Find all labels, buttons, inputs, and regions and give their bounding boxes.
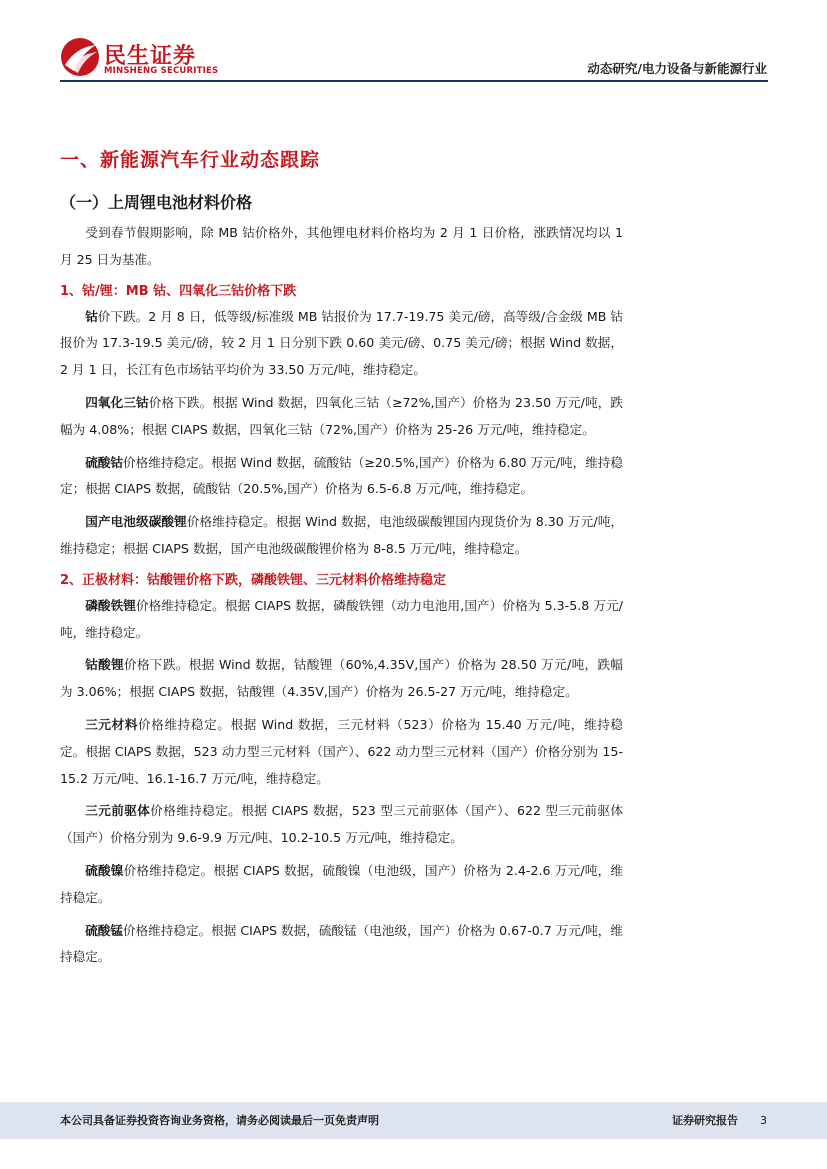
paragraph-text: 价格维持稳定。根据 Wind 数据，硫酸钴（≥20.5%,国产）价格为 6.80 万元/吨，维持稳定；根据 CIAPS 数据，硫酸钴（20.5%,国产）价格为 6.5-6.8 万元/吨，维持稳定。	[60, 454, 624, 497]
group-heading: 1、钴/锂：MB 钴、四氧化三钴价格下跌	[60, 283, 297, 299]
paragraph-cobalt	[60, 304, 623, 384]
paragraph-term: 磷酸铁锂	[85, 597, 136, 613]
paragraph-term: 硫酸镍	[85, 862, 124, 878]
paragraph-cobalt-tetroxide	[60, 390, 623, 444]
page-number: 3	[760, 1114, 767, 1127]
paragraph-text: 价格维持稳定。根据 CIAPS 数据，523 型三元前驱体（国产）、622 型三元前驱体（国产）价格分别为 9.6-9.9 万元/吨、10.2-10.5 万元/吨，维持稳定。	[60, 803, 624, 846]
paragraph-text: 价下跌。2 月 8 日，低等级/标准级 MB 钴报价为 17.7-19.75 美元/磅，高等级/合金级 MB 钴报价为 17.3-19.5 美元/磅，较 2 月 1 日分别下跌 0.60 美元/磅、0.75 美元/磅；根据 Wind 数据，2 月 1 日，长江有色市场钴平均价为 33.50 万元/吨，维持稳定。	[60, 308, 624, 378]
page-header	[0, 0, 827, 90]
minsheng-logo-icon	[60, 37, 100, 77]
paragraph-lithium-carbonate	[60, 509, 623, 563]
footer-right	[672, 1112, 767, 1128]
paragraph-term: 三元前驱体	[85, 803, 151, 819]
company-logo	[60, 37, 220, 81]
group-heading: 2、正极材料：钴酸锂价格下跌，磷酸铁锂、三元材料价格维持稳定	[60, 572, 447, 588]
paragraph-term: 国产电池级碳酸锂	[85, 514, 187, 530]
paragraph-text: 价格维持稳定。根据 CIAPS 数据，磷酸铁锂（动力电池用,国产）价格为 5.3-5.8 万元/吨，维持稳定。	[60, 597, 623, 640]
paragraph-text: 价格维持稳定。根据 Wind 数据，电池级碳酸锂国内现货价为 8.30 万元/吨，维持稳定；根据 CIAPS 数据，国产电池级碳酸锂价格为 8-8.5 万元/吨，维持稳定。	[60, 514, 624, 556]
paragraph-text: 价格维持稳定。根据 CIAPS 数据，硫酸镍（电池级，国产）价格为 2.4-2.6 万元/吨，维持稳定。	[60, 862, 623, 905]
paragraph-term: 四氧化三钴	[85, 394, 149, 410]
intro-paragraph: 受到春节假期影响，除 MB 钴价格外，其他锂电材料价格均为 2 月 1 日价格，涨跌情况均以 1 月 25 日为基准。	[60, 225, 623, 267]
footer-doc-type: 证券研究报告	[672, 1114, 738, 1127]
footer-disclaimer: 本公司具备证券投资咨询业务资格，请务必阅读最后一页免责声明	[60, 1114, 379, 1127]
logo-cn-text: 民生证券	[104, 44, 197, 69]
report-type: 动态研究/电力设备与新能源行业	[587, 61, 767, 76]
logo-en-text: MINSHENG SECURITIES	[104, 66, 219, 76]
paragraph-term: 硫酸锰	[85, 922, 123, 938]
group-cathode-materials	[60, 569, 623, 971]
paragraph-ternary	[60, 712, 623, 792]
page-footer	[0, 1102, 827, 1139]
paragraph-text: 价格维持稳定。根据 CIAPS 数据，硫酸锰（电池级，国产）价格为 0.67-0.7 万元/吨，维持稳定。	[60, 922, 623, 965]
paragraph-lfp	[60, 593, 623, 647]
paragraph-nickel-sulfate	[60, 858, 623, 912]
header-divider	[60, 80, 768, 82]
paragraph-cobalt-sulfate	[60, 450, 623, 504]
paragraph-lco	[60, 652, 623, 706]
paragraph-precursor	[60, 798, 623, 852]
paragraph-term: 钴酸锂	[85, 657, 125, 673]
subsection-title: （一）上周锂电池材料价格	[60, 193, 253, 212]
main-content	[60, 140, 623, 977]
paragraph-text: 价格维持稳定。根据 Wind 数据，三元材料（523）价格为 15.40 万元/吨，维持稳定。根据 CIAPS 数据，523 动力型三元材料（国产）、622 动力型三元材料（国产）价格分别为 15-15.2 万元/吨、16.1-16.7 万元/吨，维持稳定。	[60, 716, 623, 786]
paragraph-term: 钴	[85, 308, 98, 324]
group-cobalt-lithium	[60, 280, 623, 563]
paragraph-term: 硫酸钴	[85, 454, 123, 470]
section-title: 一、新能源汽车行业动态跟踪	[60, 149, 321, 171]
paragraph-text: 价格下跌。根据 Wind 数据，钴酸锂（60%,4.35V,国产）价格为 28.50 万元/吨，跌幅为 3.06%；根据 CIAPS 数据，钴酸锂（4.35V,国产）价格为 26.5-27 万元/吨，维持稳定。	[60, 657, 623, 700]
paragraph-text: 价格下跌。根据 Wind 数据，四氧化三钴（≥72%,国产）价格为 23.50 万元/吨，跌幅为 4.08%；根据 CIAPS 数据，四氧化三钴（72%,国产）价格为 25-26 万元/吨，维持稳定。	[60, 394, 624, 437]
paragraph-manganese-sulfate	[60, 918, 623, 972]
paragraph-term: 三元材料	[85, 716, 139, 732]
